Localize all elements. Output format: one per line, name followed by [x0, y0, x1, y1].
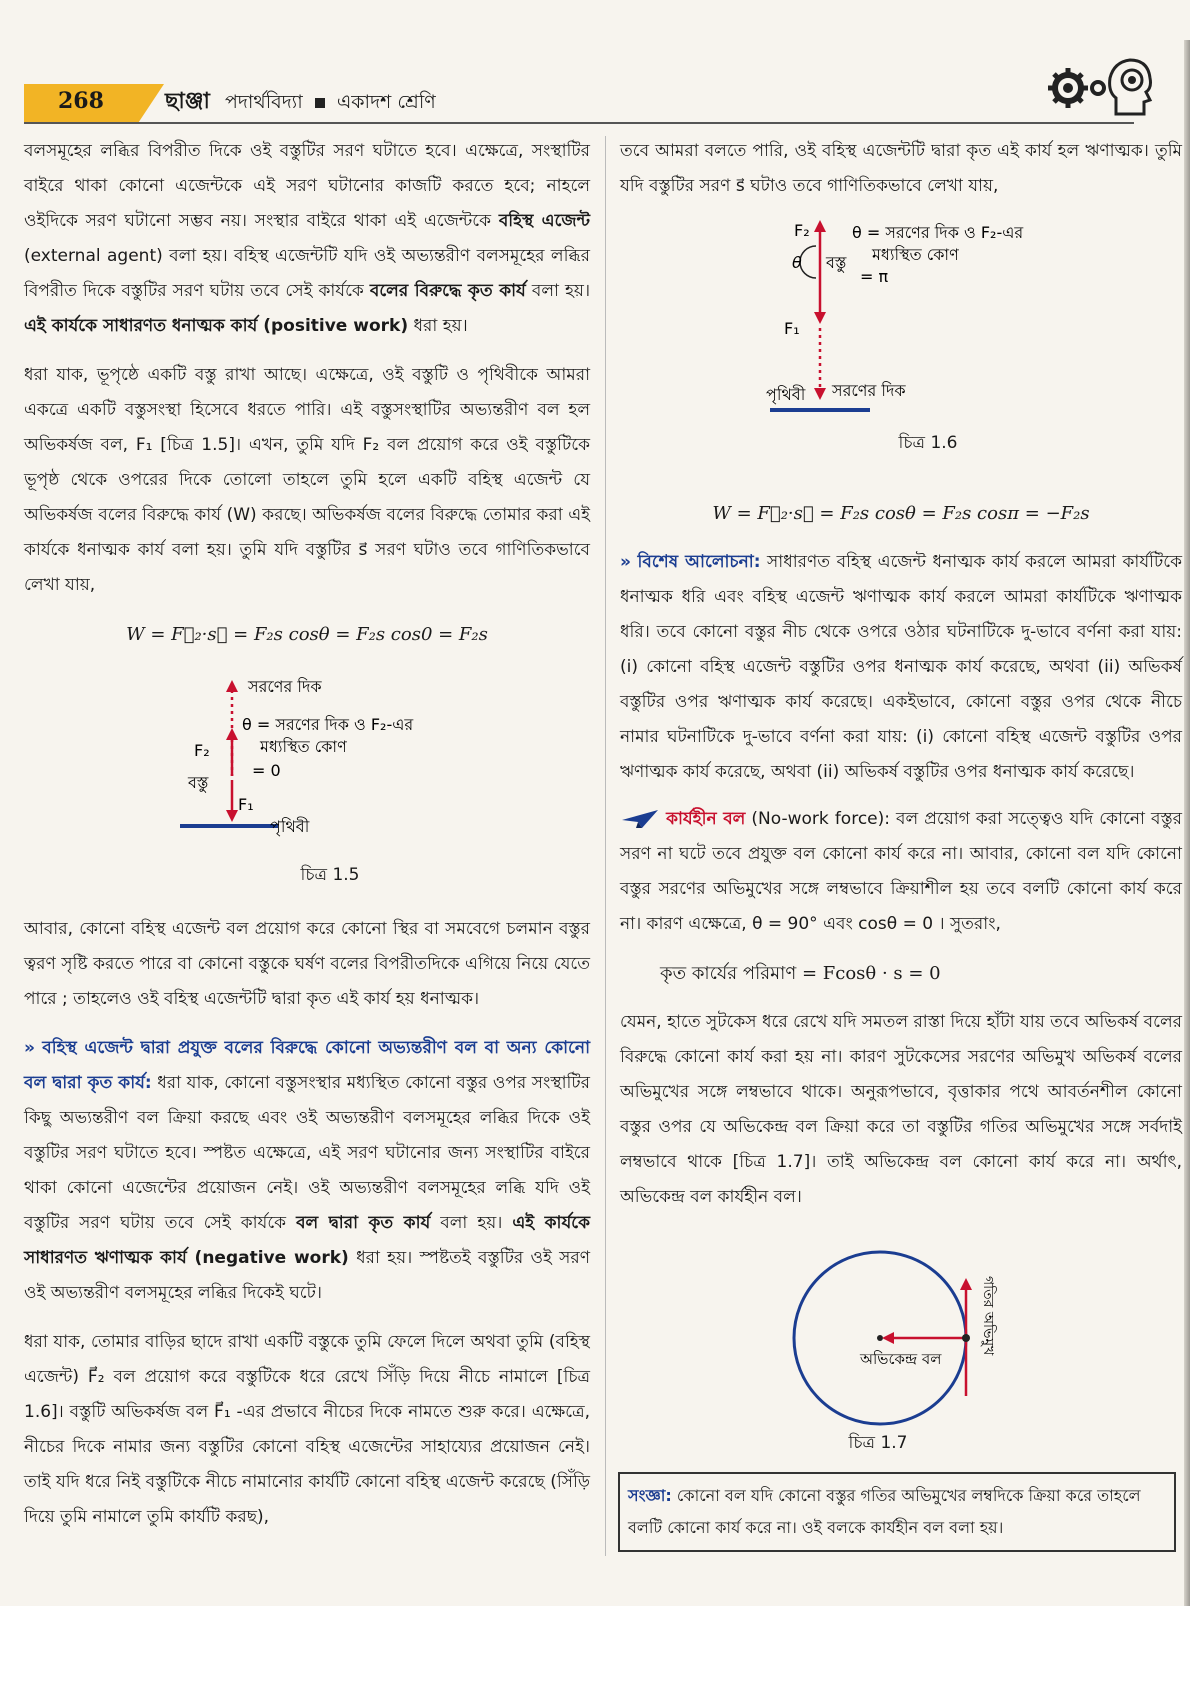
bottom-margin [0, 1606, 1190, 1684]
page-number: 268 [58, 88, 104, 114]
formula-zero-work: কৃত কার্যের পরিমাণ = Fcosθ · s = 0 [660, 963, 941, 984]
figure-1-6 [760, 212, 1080, 428]
figure-1-7 [790, 1246, 1030, 1430]
section-marker-icon: » [620, 552, 631, 572]
fig16-theta-label-2: মধ্যস্থিত কোণ [872, 245, 959, 264]
formula-negative-work: W = F⃗₂·s⃗ = F₂s cosθ = F₂s cosπ = −F₂s [712, 503, 1090, 524]
caption-fig-1-7: চিত্র 1.7 [848, 1433, 908, 1453]
fig15-direction-label: সরণের দিক [248, 677, 322, 696]
subject-title: পদার্থবিদ্যা [225, 91, 303, 113]
caption-fig-1-5: চিত্র 1.5 [300, 865, 360, 885]
section-marker-icon: » [24, 1038, 35, 1058]
paragraph-external-agent [24, 134, 590, 344]
fig16-direction-label: সরণের দিক [832, 381, 906, 400]
gear-head-logo-icon [1046, 52, 1154, 124]
section-heading-internal-force [24, 1031, 590, 1311]
definition-text: কোনো বল যদি কোনো বস্তুর গতির অভিমুখের লম্বদিকে ক্রিয়া করে তাহলে বলটি কোনো কার্য করে না। ওই বলকে কার্যহীন বল বলা হয়। [628, 1486, 1141, 1537]
text: বলা হয়। [531, 281, 591, 301]
text: ধরা হয়। [413, 316, 468, 336]
heading-internal-force-work: বহিস্থ এজেন্ট দ্বারা প্রযুক্ত বলের বিরুদ্ধে কোনো অভ্যন্তরীণ বল বা অন্য কোনো বল দ্বারা কৃত কার্য: [24, 1038, 590, 1093]
book-brand: ছাঞ্জা [165, 89, 210, 114]
fig16-earth-label: পৃথিবী [766, 385, 806, 404]
right-column [620, 134, 1182, 204]
fig16-object-label: বস্তু [826, 253, 847, 272]
heading-special-discussion: বিশেষ আলোচনা: [637, 552, 761, 572]
text: সাধারণত বহিস্থ এজেন্ট ধনাত্মক কার্য করলে আমরা কার্যটিকে ধনাত্মক ধরি এবং বহিস্থ এজেন্ট ঋণাত্মক কার্য করলে আমরা কার্যটিকে ঋণাত্মক ধরি। তবে কোনো বস্তুর নীচ থেকে ওপরে ওঠার ঘটনাটিকে দু-ভাবে বর্ণনা করা যায়: (i) কোনো বহিস্থ এজেন্ট বস্তুটির ওপর ধনাত্মক কার্য করেছে, অথবা (ii) অভিকর্ষ বস্তুটির ওপর ঋণাত্মক কার্য করেছে। একইভাবে, কোনো বস্তুর ওপর থেকে নীচে নামার ঘটনাটিকে দু-ভাবে বর্ণনা করা যায়: (i) কোনো বহিস্থ এজেন্ট বস্তুটির ওপর ঋণাত্মক কার্য করেছে, অথবা (ii) অভিকর্ষ বস্তুটির ওপর ধনাত্মক কার্য করেছে। [620, 552, 1182, 782]
book-title [225, 88, 436, 120]
fig17-motion-label: গতির অভিমুখ [980, 1276, 996, 1356]
text: (No-work force): বল প্রয়োগ করা সত্ত্বেও যদি কোনো বস্তুর সরণ না ঘটে তবে প্রযুক্ত বল কোনো কার্য করে না। আবার, কোনো বল যদি কোনো বস্তুর সরণের অভিমুখের সঙ্গে লম্বভাবে ক্রিয়াশীল হয় তবে বলটি কোনো কার্য করে না। কারণ এক্ষেত্রে, θ = 90° এবং cosθ = 0 । সুতরাং, [620, 809, 1183, 934]
class-label: একাদশ শ্রেণি [336, 91, 436, 113]
paragraph-no-work-force [620, 802, 1182, 942]
text: বলসমূহের লব্ধির বিপরীত দিকে ওই বস্তুটির সরণ ঘটাতে হবে। এক্ষেত্রে, সংস্থাটির বাইরে থাকা কোনো এজেন্টকে এই সরণ ঘটানোর কাজটি করতে হবে; নাহলে ওইদিকে সরণ ঘটানো সম্ভব নয়। সংস্থার বাইরে থাকা এই এজেন্টকে [24, 141, 590, 231]
fig17-force-label: অভিকেন্দ্র বল [860, 1350, 942, 1368]
paragraph-negative-work: তবে আমরা বলতে পারি, ওই বহিস্থ এজেন্টটি দ্বারা কৃত এই কার্য হল ঋণাত্মক। তুমি যদি বস্তুটির সরণ s⃗ ঘটাও তবে গাণিতিকভাবে লেখা যায়, [620, 141, 1182, 196]
right-column-lower [620, 482, 1182, 1215]
paper-plane-icon [620, 808, 660, 830]
fig16-F1-label: F₁ [784, 319, 800, 338]
fig15-theta-label: θ = সরণের দিক ও F₂-এর [242, 715, 414, 734]
fig16-F2-label: F₂ [794, 221, 810, 240]
fig15-earth-label: পৃথিবী [270, 817, 310, 836]
figure-1-5 [170, 676, 470, 846]
fig16-pi-label: = π [860, 267, 889, 286]
separator-square-icon [315, 98, 325, 108]
fig15-F1-label: F₁ [238, 795, 254, 814]
definition-title: সংজ্ঞা: [628, 1486, 672, 1505]
caption-fig-1-6: চিত্র 1.6 [898, 433, 958, 453]
paragraph-acceleration: আবার, কোনো বহিস্থ এজেন্ট বল প্রয়োগ করে কোনো স্থির বা সমবেগে চলমান বস্তুর ত্বরণ সৃষ্টি করতে পারে বা কোনো বস্তুকে ঘর্ষণ বলের বিপরীতদিকে এগিয়ে নিয়ে যেতে পারে ; তাহলেও ওই বহিস্থ এজেন্টটি দ্বারা কৃত এই কার্য হয় ধনাত্মক। [24, 919, 590, 1009]
term-work-against-force: বলের বিরুদ্ধে কৃত কার্য [369, 281, 526, 301]
fig15-object-label: বস্তু [188, 773, 209, 792]
term-work-by-force: বল দ্বারা কৃত কার্য [296, 1213, 431, 1233]
fig15-theta-label-2: মধ্যস্থিত কোণ [260, 737, 347, 756]
definition-box [618, 1472, 1176, 1552]
paragraph-special-discussion [620, 545, 1182, 790]
left-column-lower [24, 912, 590, 1535]
fig15-F2-label: F₂ [194, 741, 210, 760]
header-rule [24, 122, 1134, 124]
formula-positive-work: W = F⃗₂·s⃗ = F₂s cosθ = F₂s cos0 = F₂s [126, 624, 488, 645]
paragraph-suitcase-example: যেমন, হাতে সুটকেস ধরে রেখে যদি সমতল রাস্তা দিয়ে হাঁটা যায় তবে অভিকর্ষ বলের বিরুদ্ধে কোনো কার্য করা হয় না। কারণ সুটকেসের সরণের অভিমুখ অভিকর্ষ বলের অভিমুখের সঙ্গে লম্বভাবে থাকে। অনুরূপভাবে, বৃত্তাকার পথে আবর্তনশীল কোনো বস্তুর ওপর যে অভিকেন্দ্র বল ক্রিয়া করে তা বস্তুটির গতির অভিমুখের সঙ্গে সর্বদাই লম্বভাবে থাকে [চিত্র 1.7]। তাই অভিকেন্দ্র বল কোনো কার্য করে না। অর্থাৎ, অভিকেন্দ্র বল কার্যহীন বল। [620, 1012, 1182, 1207]
fig16-theta-symbol: θ [792, 253, 802, 272]
paragraph-earth-system: ধরা যাক, ভূপৃষ্ঠে একটি বস্তু রাখা আছে। এক্ষেত্রে, ওই বস্তুটি ও পৃথিবীকে আমরা একত্রে একটি বস্তুসংস্থা হিসেবে ধরতে পারি। এই বস্তুসংস্থাটির অভ্যন্তরীণ বল হল অভিকর্ষজ বল, F₁ [চিত্র 1.5]। এখন, তুমি যদি F₂ বল প্রয়োগ করে ওই বস্তুটিকে ভূপৃষ্ঠ থেকে ওপরের দিকে তোলো তাহলে তুমি হলে একটি বহিস্থ এজেন্ট যে অভিকর্ষজ বলের বিরুদ্ধে কার্য (W) করছে। অভিকর্ষজ বলের বিরুদ্ধে তোমার করা এই কার্যকে ধনাত্মক কার্য বলা হয়। তুমি যদি বস্তুটির s⃗ সরণ ঘটাও তবে গাণিতিকভাবে লেখা যায়, [24, 365, 590, 595]
term-negative-work: এই কার্যকে সাধারণত ঋণাত্মক কার্য (negative work) [24, 1213, 590, 1268]
left-column [24, 134, 590, 666]
paragraph-roof-object: ধরা যাক, তোমার বাড়ির ছাদে রাখা একটি বস্তুকে তুমি ফেলে দিলে অথবা তুমি (বহিস্থ এজেন্ট) F⃗₂ বল প্রয়োগ করে বস্তুটিকে ধরে রেখে সিঁড়ি দিয়ে নীচে নামালে [চিত্র 1.6]। বস্তুটি অভিকর্ষজ বল F⃗₁ -এর প্রভাবে নীচের দিকে নামতে শুরু করে। এক্ষেত্রে, নীচের দিকে নামার জন্য বস্তুটির কোনো বহিস্থ এজেন্টের সাহায্যের প্রয়োজন নেই। তাই যদি ধরে নিই বস্তুটিকে নীচে নামানোর কার্যটি কোনো বহিস্থ এজেন্ট করেছে (সিঁড়ি দিয়ে তুমি নামালে তুমি কার্যটি করছ), [24, 1332, 590, 1527]
term-positive-work: এই কার্যকে সাধারণত ধনাত্মক কার্য (positive work) [24, 316, 409, 336]
text: (external agent) বলা হয়। বহিস্থ এজেন্টটি যদি ওই অভ্যন্তরীণ বলসমূহের লব্ধির বিপরীত দিকে বস্তুটির সরণ ঘটায় তবে সেই কার্যকে [24, 246, 590, 301]
fig15-zero-label: = 0 [252, 761, 281, 780]
fig16-theta-label: θ = সরণের দিক ও F₂-এর [852, 223, 1024, 242]
text: বলা হয়। [440, 1213, 503, 1233]
column-divider [605, 136, 606, 1556]
page-edge-shadow [1184, 40, 1190, 1684]
text: ধরা যাক, কোনো বস্তুসংস্থার মধ্যস্থিত কোনো বস্তুর ওপর সংস্থাটির কিছু অভ্যন্তরীণ বল ক্রিয়া করছে এবং ওই অভ্যন্তরীণ বলসমূহের লব্ধির দিকে ওই বস্তুটির সরণ ঘটাতে হবে। স্পষ্টত এক্ষেত্রে, এই সরণ ঘটানোর জন্য সংস্থাটির বাইরে থাকা কোনো এজেন্টের প্রয়োজন নেই। ওই অভ্যন্তরীণ বলসমূহের লব্ধি যদি ওই বস্তুটির সরণ ঘটায় তবে সেই কার্যকে [24, 1073, 590, 1233]
heading-no-work-force: কার্যহীন বল [666, 809, 746, 829]
term-external-agent: বহিস্থ এজেন্ট [498, 211, 590, 231]
text: ধরা হয়। স্পষ্টতই বস্তুটির ওই সরণ ওই অভ্যন্তরীণ বলসমূহের লব্ধির দিকেই ঘটে। [24, 1248, 590, 1303]
